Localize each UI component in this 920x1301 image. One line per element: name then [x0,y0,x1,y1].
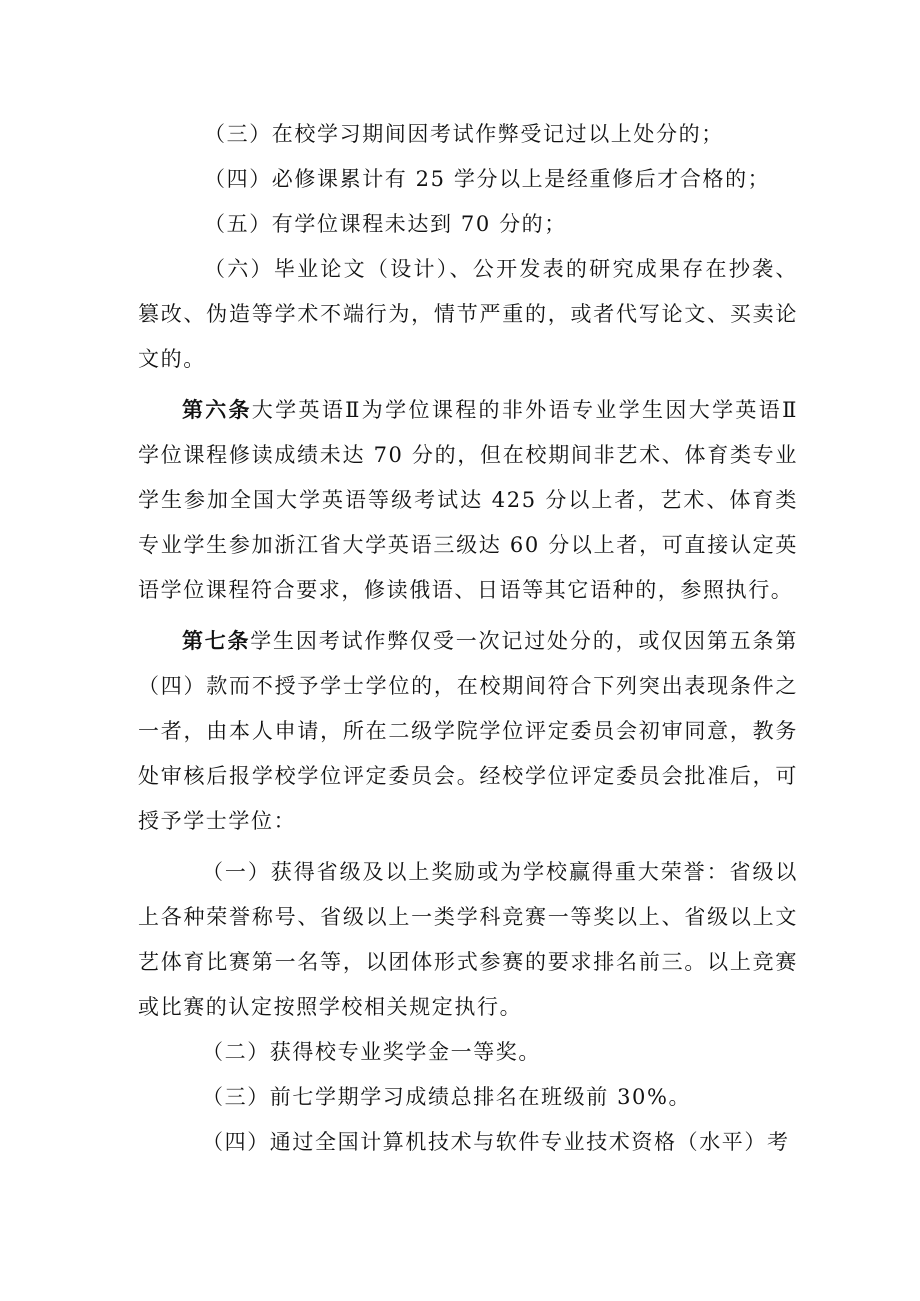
article-6 [138,388,798,613]
condition-item-2: （二）获得校专业奖学金一等奖。 [202,1040,541,1064]
condition-item-1: （一）获得省级及以上奖励或为学校赢得重大荣誉：省级以上各种荣誉称号、省级以上一类学科竞赛一等奖以上、省级以上文艺体育比赛第一名等，以团体形式参赛的要求排名前三。以上竞赛或比赛的认定按照学校相关规定执行。 [138,860,798,1019]
clause-item-5: （五）有学位课程未达到 70 分的； [204,212,567,236]
document-body [138,112,798,1165]
condition-item-4: （四）通过全国计算机技术与软件专业技术资格（水平）考 [202,1130,790,1154]
article-7-text: 学生因考试作弊仅受一次记过处分的，或仅因第五条第（四）款而不授予学士学位的，在校期间符合下列突出表现条件之一者，由本人申请，所在二级学院学位评定委员会初审同意，教务处审核后报学校学位评定委员会。经校学位评定委员会批准后，可授予学士学位： [138,629,798,833]
article-6-text: 大学英语Ⅱ为学位课程的非外语专业学生因大学英语Ⅱ学位课程修读成绩未达 70 分的，但在校期间非艺术、体育类专业学生参加全国大学英语等级考试达 425 分以上者，艺术、体育类专业学生参加浙江省大学英语三级达 60 分以上者，可直接认定英语学位课程符合要求，修读俄语、日语等其它语种的，参照执行。 [138,398,799,602]
condition-item-3: （三）前七学期学习成绩总排名在班级前 30%。 [202,1085,692,1109]
clause-item-3: （三）在校学习期间因考试作弊受记过以上处分的； [204,122,724,146]
article-7 [138,619,798,844]
clause-item-6: （六）毕业论文（设计）、公开发表的研究成果存在抄袭、篡改、伪造等学术不端行为，情节严重的，或者代写论文、买卖论文的。 [138,257,798,371]
article-6-title: 第六条 [182,398,252,422]
clause-item-4: （四）必修课累计有 25 学分以上是经重修后才合格的； [204,167,771,191]
article-7-title: 第七条 [182,629,251,653]
